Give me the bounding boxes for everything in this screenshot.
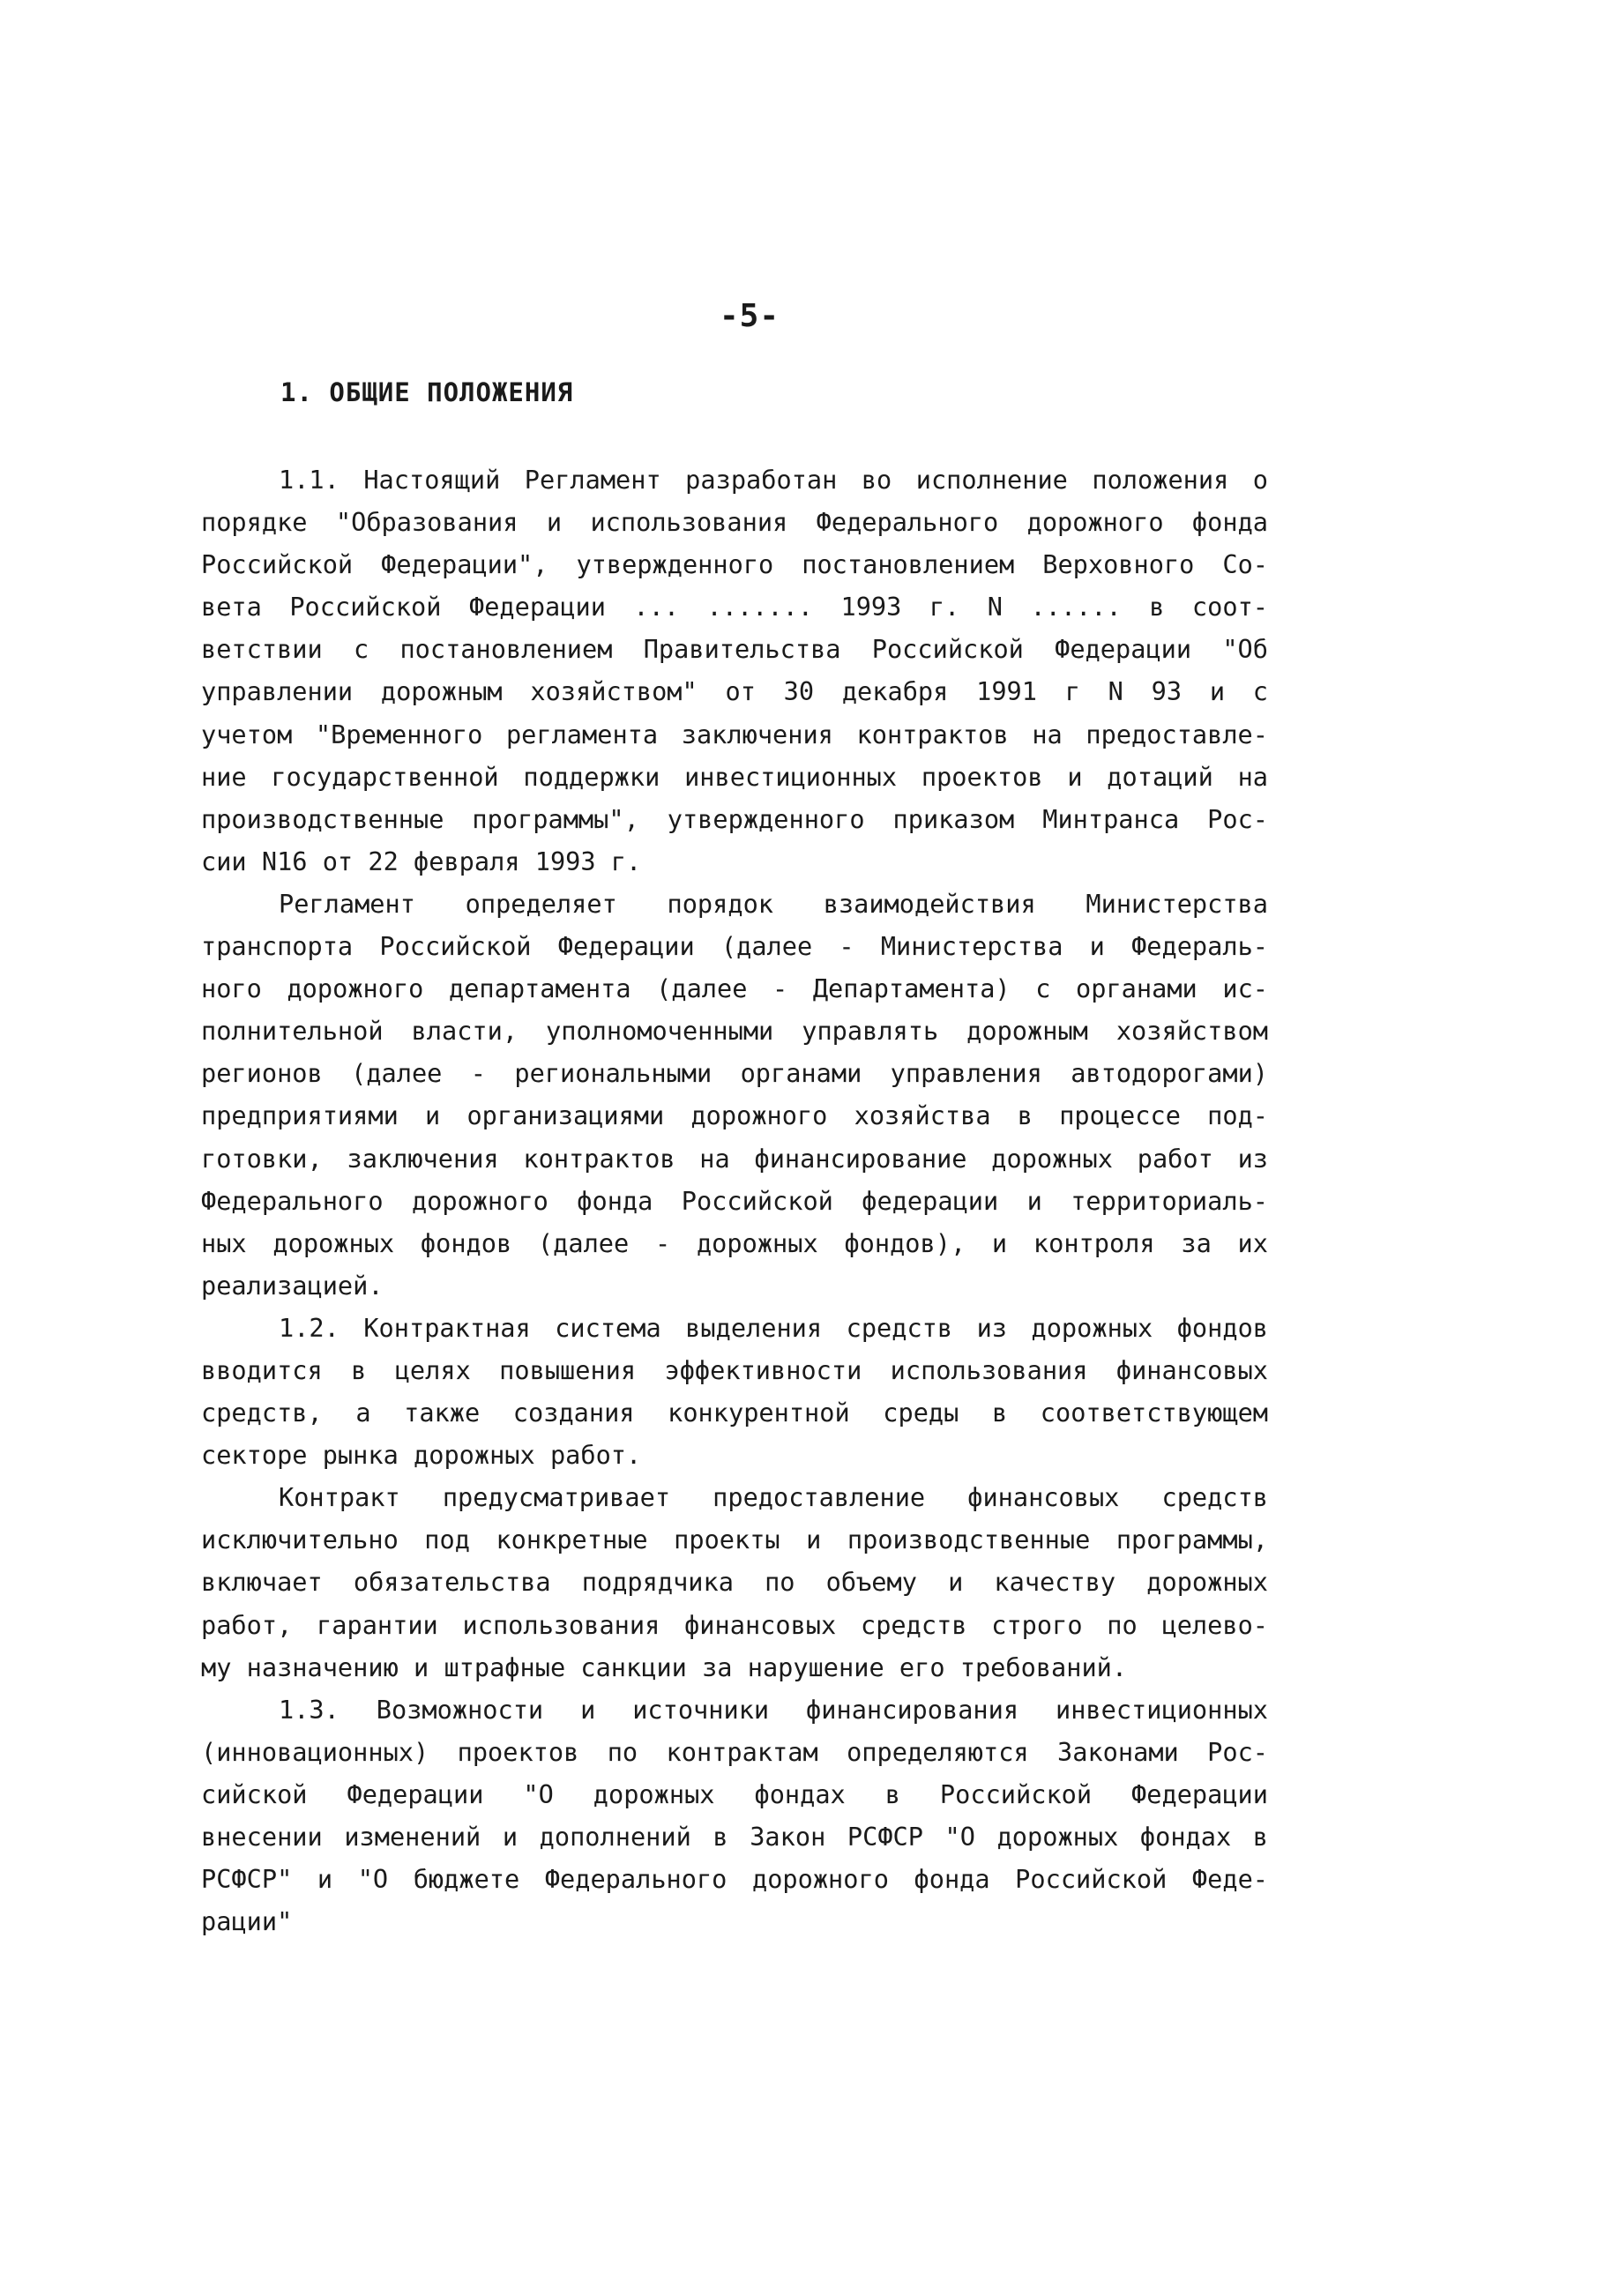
text-line: учетом "Временного регламента заключения контрактов на предоставле- bbox=[201, 719, 1268, 749]
text-line: внесении изменений и дополнений в Закон РСФСР "О дорожных фондах в bbox=[201, 1822, 1268, 1852]
text-line: предприятиями и организациями дорожного хозяйства в процессе под- bbox=[201, 1100, 1268, 1131]
text-line: му назначению и штрафные санкции за нарушение его требований. bbox=[201, 1651, 1128, 1682]
paragraph-1-3 bbox=[201, 1688, 1268, 1943]
text-line: производственные программы", утвержденного приказом Минтранса Рос- bbox=[201, 803, 1268, 834]
text-line: 1.1. Настоящий Регламент разработан во исполнение положения о bbox=[279, 465, 1268, 495]
text-line: вета Российской Федерации ... ....... 1993 г. N ...... в соот- bbox=[201, 592, 1268, 622]
text-line: РСФСР" и "О бюджете Федерального дорожного фонда Российской Феде- bbox=[201, 1864, 1268, 1895]
text-line: Федерального дорожного фонда Российской федерации и территориаль- bbox=[201, 1185, 1268, 1216]
document-body bbox=[201, 458, 1268, 1942]
text-line: рации" bbox=[201, 1906, 293, 1937]
paragraph-1-1 bbox=[201, 458, 1268, 883]
text-line: средств, а также создания конкурентной среды в соответствующем bbox=[201, 1398, 1268, 1428]
text-line: сийской Федерации "О дорожных фондах в Российской Федерации bbox=[201, 1778, 1268, 1809]
text-line: полнительной власти, уполномоченными управлять дорожным хозяйством bbox=[201, 1016, 1268, 1047]
paragraph-1-2 bbox=[201, 1307, 1268, 1476]
text-line: секторе рынка дорожных работ. bbox=[201, 1440, 642, 1471]
text-line: ных дорожных фондов (далее - дорожных фондов), и контроля за их bbox=[201, 1227, 1268, 1258]
text-line: Контракт предусматривает предоставление финансовых средств bbox=[279, 1482, 1268, 1513]
text-line: регионов (далее - региональными органами управления автодорогами) bbox=[201, 1058, 1268, 1089]
page-number: -5- bbox=[719, 298, 780, 334]
text-line: 1.3. Возможности и источники финансирования инвестиционных bbox=[279, 1694, 1268, 1725]
text-line: порядке "Образования и использования Федерального дорожного фонда bbox=[201, 507, 1268, 538]
text-line: ние государственной поддержки инвестиционных проектов и дотаций на bbox=[201, 761, 1268, 792]
text-line: (инновационных) проектов по контрактам определяются Законами Рос- bbox=[201, 1736, 1268, 1767]
text-line: реализацией. bbox=[201, 1270, 384, 1301]
text-line: управлении дорожным хозяйством" от 30 декабря 1991 г N 93 и с bbox=[201, 676, 1268, 707]
text-line: исключительно под конкретные проекты и производственные программы, bbox=[201, 1524, 1268, 1555]
text-line: Российской Федерации", утвержденного постановлением Верховного Со- bbox=[201, 549, 1268, 580]
paragraph-1-1-regulation bbox=[201, 883, 1268, 1307]
text-line: транспорта Российской Федерации (далее - Министерства и Федераль- bbox=[201, 931, 1268, 962]
text-line: ного дорожного департамента (далее - Департамента) с органами ис- bbox=[201, 973, 1268, 1004]
text-line: вводится в целях повышения эффективности использования финансовых bbox=[201, 1354, 1268, 1385]
text-line: сии N16 от 22 февраля 1993 г. bbox=[201, 846, 642, 876]
text-line: готовки, заключения контрактов на финансирование дорожных работ из bbox=[201, 1143, 1268, 1174]
text-line: Регламент определяет порядок взаимодействия Министерства bbox=[279, 888, 1268, 919]
text-line: ветствии с постановлением Правительства Российской Федерации "Об bbox=[201, 634, 1268, 665]
text-line: работ, гарантии использования финансовых средств строго по целево- bbox=[201, 1609, 1268, 1640]
text-line: 1.2. Контрактная система выделения средств из дорожных фондов bbox=[279, 1312, 1268, 1343]
text-line: включает обязательства подрядчика по объему и качеству дорожных bbox=[201, 1567, 1268, 1598]
section-heading: 1. ОБЩИЕ ПОЛОЖЕНИЯ bbox=[280, 377, 574, 407]
paragraph-1-2-contract bbox=[201, 1476, 1268, 1688]
